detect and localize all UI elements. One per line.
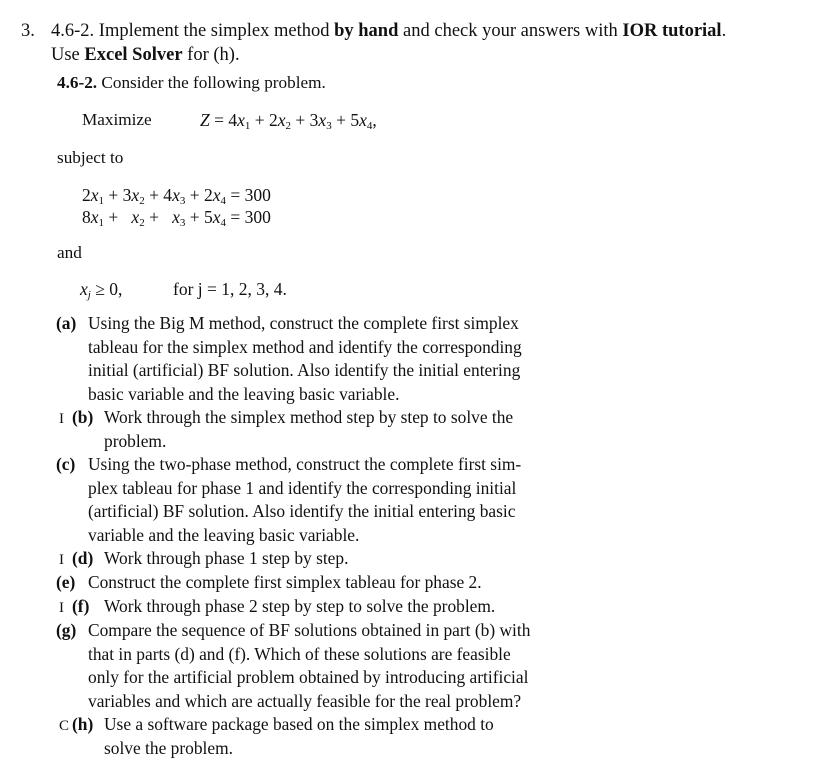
part-text-line: problem. xyxy=(104,430,167,451)
question-part xyxy=(0,547,813,571)
instruction-text: 4.6-2. Implement the simplex method xyxy=(51,21,335,41)
question-part xyxy=(0,312,813,406)
constraint-rhs: 300 xyxy=(244,207,271,227)
part-text-line: only for the artificial problem obtained by introducing artificial xyxy=(88,667,529,688)
part-label: (b) xyxy=(72,407,94,427)
instruction-emphasis: by hand xyxy=(334,21,399,41)
instruction-emphasis: IOR tutorial xyxy=(622,21,722,41)
part-text-line: Construct the complete first simplex tableau for phase 2. xyxy=(88,572,482,592)
problem-title xyxy=(57,73,326,93)
part-text-line: that in parts (d) and (f). Which of these solutions are feasible xyxy=(88,643,511,664)
part-label: (h) xyxy=(72,714,94,734)
part-text-line: variable and the leaving basic variable. xyxy=(88,524,360,545)
exercise-instruction-line2 xyxy=(51,45,240,66)
part-marker: I xyxy=(59,600,64,616)
constraint-2: $8x_1 + x_2 + x_3 + 5x_4 = 300$ xyxy=(82,207,271,229)
part-text-line: initial (artificial) BF solution. Also identify the initial entering xyxy=(88,360,521,381)
part-marker: C xyxy=(59,718,70,734)
question-part xyxy=(0,453,813,547)
question-part xyxy=(0,619,813,713)
exercise-instruction-line1 xyxy=(51,21,726,42)
part-text-line: Use a software package based on the simplex method to xyxy=(104,714,494,734)
objective-function: $Z = 4x_1 + 2x_2 + 3x_3 + 5x_4$, xyxy=(200,110,377,132)
constraint-1: $2x_1 + 3x_2 + 4x_3 + 2x_4 = 300$ xyxy=(82,185,271,207)
part-text-line: Using the two-phase method, construct the complete first sim- xyxy=(88,454,522,474)
instruction-text: and check your answers with xyxy=(398,21,623,41)
part-marker: I xyxy=(59,552,64,568)
subject-to-label: subject to xyxy=(57,148,124,167)
part-text-line: tableau for the simplex method and identify the corresponding xyxy=(88,336,522,357)
exercise-number: 3. xyxy=(21,21,35,41)
part-text-line: Using the Big M method, construct the complete first simplex xyxy=(88,313,519,333)
part-text-line: (artificial) BF solution. Also identify the initial entering basic xyxy=(88,501,516,522)
question-part xyxy=(0,595,813,619)
part-text-line: Compare the sequence of BF solutions obtained in part (b) with xyxy=(88,620,531,640)
part-text-line: Work through phase 2 step by step to solve the problem. xyxy=(104,596,496,616)
nonnegativity-constraint: $x_j \ge 0$, xyxy=(80,279,123,301)
and-label: and xyxy=(57,243,82,262)
part-label: (a) xyxy=(56,313,77,333)
part-label: (c) xyxy=(56,454,76,474)
part-text-line: Work through the simplex method step by step to solve the xyxy=(104,407,514,427)
constraint-rhs: 300 xyxy=(244,185,271,205)
instruction-text: . xyxy=(721,21,727,41)
question-part xyxy=(0,571,813,595)
part-marker: I xyxy=(59,411,64,427)
problem-number: 4.6-2. xyxy=(57,73,98,92)
question-part xyxy=(0,713,813,760)
instruction-emphasis: Excel Solver xyxy=(84,45,183,65)
maximize-label: Maximize xyxy=(82,110,152,129)
part-label: (d) xyxy=(72,548,94,568)
part-text-line: Work through phase 1 step by step. xyxy=(104,548,349,568)
part-label: (g) xyxy=(56,620,77,640)
part-text-line: variables and which are actually feasible for the real problem? xyxy=(88,690,522,711)
instruction-text: Use xyxy=(51,45,85,65)
instruction-text: for (h). xyxy=(182,45,240,65)
problem-title-text: Consider the following problem. xyxy=(101,73,326,92)
part-label: (e) xyxy=(56,572,76,592)
nonnegativity-domain: for j = 1, 2, 3, 4. xyxy=(173,279,287,299)
part-text-line: plex tableau for phase 1 and identify the corresponding initial xyxy=(88,477,517,498)
part-text-line: basic variable and the leaving basic variable. xyxy=(88,383,400,404)
part-text-line: solve the problem. xyxy=(104,737,233,758)
part-label: (f) xyxy=(72,596,90,616)
question-part xyxy=(0,406,813,453)
